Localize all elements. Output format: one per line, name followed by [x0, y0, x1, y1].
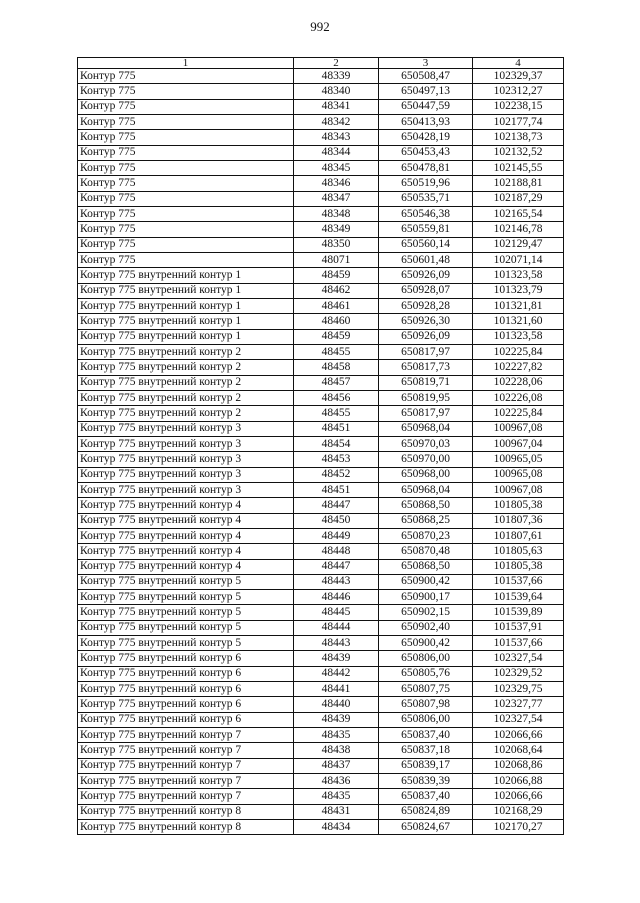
table-row [78, 804, 564, 819]
table-header-row [78, 58, 564, 69]
y-coordinate-cell: 102327,54 [473, 651, 564, 666]
point-number-cell: 48434 [294, 820, 379, 835]
point-number-cell: 48458 [294, 360, 379, 375]
x-coordinate-cell: 650824,67 [379, 820, 473, 835]
column-header: 1 [78, 58, 294, 69]
contour-name-cell: Контур 775 внутренний контур 3 [78, 421, 294, 436]
table-row [78, 237, 564, 252]
table-row [78, 390, 564, 405]
contour-name-cell: Контур 775 [78, 130, 294, 145]
table-row [78, 820, 564, 835]
x-coordinate-cell: 650453,43 [379, 145, 473, 160]
y-coordinate-cell: 101539,64 [473, 590, 564, 605]
point-number-cell: 48459 [294, 268, 379, 283]
contour-name-cell: Контур 775 внутренний контур 6 [78, 682, 294, 697]
y-coordinate-cell: 101805,38 [473, 498, 564, 513]
contour-name-cell: Контур 775 внутренний контур 3 [78, 436, 294, 451]
table-row [78, 482, 564, 497]
point-number-cell: 48445 [294, 605, 379, 620]
y-coordinate-cell: 102329,37 [473, 69, 564, 84]
y-coordinate-cell: 102066,88 [473, 774, 564, 789]
table-row [78, 176, 564, 191]
table-row [78, 69, 564, 84]
table-row [78, 682, 564, 697]
point-number-cell: 48349 [294, 222, 379, 237]
x-coordinate-cell: 650817,73 [379, 360, 473, 375]
y-coordinate-cell: 101321,60 [473, 314, 564, 329]
table-row [78, 314, 564, 329]
x-coordinate-cell: 650546,38 [379, 206, 473, 221]
x-coordinate-cell: 650928,07 [379, 283, 473, 298]
x-coordinate-cell: 650447,59 [379, 99, 473, 114]
contour-name-cell: Контур 775 [78, 84, 294, 99]
point-number-cell: 48459 [294, 329, 379, 344]
table-row [78, 421, 564, 436]
contour-name-cell: Контур 775 внутренний контур 1 [78, 314, 294, 329]
x-coordinate-cell: 650806,00 [379, 651, 473, 666]
y-coordinate-cell: 101537,91 [473, 620, 564, 635]
x-coordinate-cell: 650902,40 [379, 620, 473, 635]
point-number-cell: 48450 [294, 513, 379, 528]
contour-name-cell: Контур 775 внутренний контур 6 [78, 712, 294, 727]
column-header: 3 [379, 58, 473, 69]
contour-name-cell: Контур 775 [78, 99, 294, 114]
contour-name-cell: Контур 775 [78, 160, 294, 175]
contour-name-cell: Контур 775 внутренний контур 5 [78, 620, 294, 635]
point-number-cell: 48443 [294, 574, 379, 589]
contour-name-cell: Контур 775 внутренний контур 8 [78, 820, 294, 835]
point-number-cell: 48452 [294, 467, 379, 482]
y-coordinate-cell: 102238,15 [473, 99, 564, 114]
table-row [78, 728, 564, 743]
table-row [78, 574, 564, 589]
y-coordinate-cell: 101805,63 [473, 544, 564, 559]
x-coordinate-cell: 650837,40 [379, 728, 473, 743]
table-row [78, 544, 564, 559]
y-coordinate-cell: 102071,14 [473, 252, 564, 267]
x-coordinate-cell: 650839,17 [379, 758, 473, 773]
y-coordinate-cell: 102129,47 [473, 237, 564, 252]
table-row [78, 99, 564, 114]
contour-name-cell: Контур 775 внутренний контур 4 [78, 513, 294, 528]
point-number-cell: 48439 [294, 712, 379, 727]
y-coordinate-cell: 102225,84 [473, 344, 564, 359]
table-row [78, 406, 564, 421]
x-coordinate-cell: 650559,81 [379, 222, 473, 237]
table-row [78, 130, 564, 145]
x-coordinate-cell: 650837,18 [379, 743, 473, 758]
y-coordinate-cell: 101807,61 [473, 528, 564, 543]
contour-name-cell: Контур 775 внутренний контур 8 [78, 804, 294, 819]
x-coordinate-cell: 650497,13 [379, 84, 473, 99]
y-coordinate-cell: 102066,66 [473, 789, 564, 804]
contour-name-cell: Контур 775 [78, 252, 294, 267]
table-row [78, 452, 564, 467]
x-coordinate-cell: 650428,19 [379, 130, 473, 145]
contour-name-cell: Контур 775 внутренний контур 2 [78, 406, 294, 421]
table-row [78, 590, 564, 605]
table-row [78, 498, 564, 513]
contour-name-cell: Контур 775 внутренний контур 7 [78, 743, 294, 758]
contour-name-cell: Контур 775 внутренний контур 7 [78, 758, 294, 773]
x-coordinate-cell: 650928,28 [379, 298, 473, 313]
y-coordinate-cell: 102146,78 [473, 222, 564, 237]
contour-name-cell: Контур 775 [78, 69, 294, 84]
contour-name-cell: Контур 775 внутренний контур 5 [78, 574, 294, 589]
x-coordinate-cell: 650805,76 [379, 666, 473, 681]
table-row [78, 743, 564, 758]
point-number-cell: 48440 [294, 697, 379, 712]
contour-name-cell: Контур 775 внутренний контур 4 [78, 498, 294, 513]
point-number-cell: 48460 [294, 314, 379, 329]
x-coordinate-cell: 650868,50 [379, 559, 473, 574]
y-coordinate-cell: 100967,08 [473, 482, 564, 497]
table-row [78, 360, 564, 375]
contour-name-cell: Контур 775 внутренний контур 1 [78, 329, 294, 344]
contour-name-cell: Контур 775 внутренний контур 1 [78, 283, 294, 298]
y-coordinate-cell: 102312,27 [473, 84, 564, 99]
point-number-cell: 48437 [294, 758, 379, 773]
table-row [78, 191, 564, 206]
point-number-cell: 48431 [294, 804, 379, 819]
y-coordinate-cell: 100967,04 [473, 436, 564, 451]
table-row [78, 268, 564, 283]
y-coordinate-cell: 102145,55 [473, 160, 564, 175]
table-row [78, 222, 564, 237]
table-row [78, 283, 564, 298]
x-coordinate-cell: 650535,71 [379, 191, 473, 206]
y-coordinate-cell: 101323,58 [473, 268, 564, 283]
point-number-cell: 48345 [294, 160, 379, 175]
y-coordinate-cell: 101807,36 [473, 513, 564, 528]
contour-name-cell: Контур 775 внутренний контур 4 [78, 559, 294, 574]
x-coordinate-cell: 650926,30 [379, 314, 473, 329]
table-row [78, 528, 564, 543]
table-row [78, 467, 564, 482]
x-coordinate-cell: 650807,98 [379, 697, 473, 712]
x-coordinate-cell: 650839,39 [379, 774, 473, 789]
x-coordinate-cell: 650413,93 [379, 114, 473, 129]
x-coordinate-cell: 650870,48 [379, 544, 473, 559]
table-row [78, 436, 564, 451]
point-number-cell: 48442 [294, 666, 379, 681]
point-number-cell: 48444 [294, 620, 379, 635]
y-coordinate-cell: 102225,84 [473, 406, 564, 421]
y-coordinate-cell: 102165,54 [473, 206, 564, 221]
point-number-cell: 48447 [294, 559, 379, 574]
contour-name-cell: Контур 775 [78, 191, 294, 206]
point-number-cell: 48436 [294, 774, 379, 789]
point-number-cell: 48435 [294, 728, 379, 743]
table-row [78, 712, 564, 727]
x-coordinate-cell: 650817,97 [379, 344, 473, 359]
x-coordinate-cell: 650837,40 [379, 789, 473, 804]
x-coordinate-cell: 650926,09 [379, 268, 473, 283]
x-coordinate-cell: 650968,04 [379, 421, 473, 436]
column-header: 2 [294, 58, 379, 69]
table-row [78, 513, 564, 528]
page-number: 992 [310, 19, 330, 34]
y-coordinate-cell: 102329,52 [473, 666, 564, 681]
table-row [78, 160, 564, 175]
x-coordinate-cell: 650870,23 [379, 528, 473, 543]
x-coordinate-cell: 650902,15 [379, 605, 473, 620]
y-coordinate-cell: 101805,38 [473, 559, 564, 574]
x-coordinate-cell: 650970,03 [379, 436, 473, 451]
y-coordinate-cell: 102327,77 [473, 697, 564, 712]
contour-name-cell: Контур 775 внутренний контур 7 [78, 789, 294, 804]
contour-name-cell: Контур 775 внутренний контур 3 [78, 452, 294, 467]
contour-name-cell: Контур 775 [78, 222, 294, 237]
table-row [78, 651, 564, 666]
table-row [78, 375, 564, 390]
y-coordinate-cell: 102068,64 [473, 743, 564, 758]
x-coordinate-cell: 650868,50 [379, 498, 473, 513]
table-row [78, 774, 564, 789]
point-number-cell: 48451 [294, 421, 379, 436]
point-number-cell: 48457 [294, 375, 379, 390]
contour-name-cell: Контур 775 внутренний контур 2 [78, 360, 294, 375]
table-row [78, 666, 564, 681]
contour-name-cell: Контур 775 внутренний контур 1 [78, 298, 294, 313]
point-number-cell: 48441 [294, 682, 379, 697]
point-number-cell: 48461 [294, 298, 379, 313]
point-number-cell: 48451 [294, 482, 379, 497]
contour-name-cell: Контур 775 внутренний контур 5 [78, 636, 294, 651]
x-coordinate-cell: 650900,17 [379, 590, 473, 605]
point-number-cell: 48346 [294, 176, 379, 191]
column-header: 4 [473, 58, 564, 69]
point-number-cell: 48071 [294, 252, 379, 267]
contour-name-cell: Контур 775 [78, 114, 294, 129]
point-number-cell: 48439 [294, 651, 379, 666]
x-coordinate-cell: 650807,75 [379, 682, 473, 697]
table-row [78, 206, 564, 221]
point-number-cell: 48446 [294, 590, 379, 605]
x-coordinate-cell: 650900,42 [379, 636, 473, 651]
y-coordinate-cell: 100965,05 [473, 452, 564, 467]
y-coordinate-cell: 102187,29 [473, 191, 564, 206]
y-coordinate-cell: 101321,81 [473, 298, 564, 313]
x-coordinate-cell: 650601,48 [379, 252, 473, 267]
contour-name-cell: Контур 775 внутренний контур 4 [78, 528, 294, 543]
x-coordinate-cell: 650519,96 [379, 176, 473, 191]
y-coordinate-cell: 102138,73 [473, 130, 564, 145]
contour-name-cell: Контур 775 внутренний контур 5 [78, 590, 294, 605]
contour-name-cell: Контур 775 внутренний контур 4 [78, 544, 294, 559]
table-row [78, 114, 564, 129]
table-row [78, 344, 564, 359]
y-coordinate-cell: 101323,58 [473, 329, 564, 344]
y-coordinate-cell: 101539,89 [473, 605, 564, 620]
contour-name-cell: Контур 775 внутренний контур 5 [78, 605, 294, 620]
point-number-cell: 48435 [294, 789, 379, 804]
y-coordinate-cell: 102177,74 [473, 114, 564, 129]
x-coordinate-cell: 650819,95 [379, 390, 473, 405]
y-coordinate-cell: 102170,27 [473, 820, 564, 835]
table-body [78, 58, 564, 835]
x-coordinate-cell: 650806,00 [379, 712, 473, 727]
x-coordinate-cell: 650817,97 [379, 406, 473, 421]
point-number-cell: 48448 [294, 544, 379, 559]
y-coordinate-cell: 101537,66 [473, 574, 564, 589]
y-coordinate-cell: 101323,79 [473, 283, 564, 298]
point-number-cell: 48462 [294, 283, 379, 298]
point-number-cell: 48340 [294, 84, 379, 99]
coordinates-table [77, 57, 564, 835]
table-row [78, 758, 564, 773]
point-number-cell: 48341 [294, 99, 379, 114]
table-row [78, 559, 564, 574]
point-number-cell: 48449 [294, 528, 379, 543]
x-coordinate-cell: 650560,14 [379, 237, 473, 252]
contour-name-cell: Контур 775 внутренний контур 3 [78, 482, 294, 497]
y-coordinate-cell: 101537,66 [473, 636, 564, 651]
x-coordinate-cell: 650508,47 [379, 69, 473, 84]
point-number-cell: 48443 [294, 636, 379, 651]
contour-name-cell: Контур 775 внутренний контур 6 [78, 666, 294, 681]
table-row [78, 789, 564, 804]
point-number-cell: 48348 [294, 206, 379, 221]
y-coordinate-cell: 102132,52 [473, 145, 564, 160]
point-number-cell: 48454 [294, 436, 379, 451]
contour-name-cell: Контур 775 внутренний контур 7 [78, 728, 294, 743]
x-coordinate-cell: 650478,81 [379, 160, 473, 175]
table-row [78, 697, 564, 712]
x-coordinate-cell: 650968,00 [379, 467, 473, 482]
contour-name-cell: Контур 775 [78, 206, 294, 221]
y-coordinate-cell: 102188,81 [473, 176, 564, 191]
x-coordinate-cell: 650819,71 [379, 375, 473, 390]
contour-name-cell: Контур 775 [78, 145, 294, 160]
y-coordinate-cell: 102226,08 [473, 390, 564, 405]
y-coordinate-cell: 102168,29 [473, 804, 564, 819]
contour-name-cell: Контур 775 [78, 176, 294, 191]
table-row [78, 298, 564, 313]
point-number-cell: 48438 [294, 743, 379, 758]
y-coordinate-cell: 102329,75 [473, 682, 564, 697]
point-number-cell: 48447 [294, 498, 379, 513]
y-coordinate-cell: 102327,54 [473, 712, 564, 727]
contour-name-cell: Контур 775 внутренний контур 7 [78, 774, 294, 789]
table-row [78, 620, 564, 635]
point-number-cell: 48342 [294, 114, 379, 129]
point-number-cell: 48344 [294, 145, 379, 160]
y-coordinate-cell: 100965,08 [473, 467, 564, 482]
point-number-cell: 48456 [294, 390, 379, 405]
x-coordinate-cell: 650824,89 [379, 804, 473, 819]
point-number-cell: 48350 [294, 237, 379, 252]
contour-name-cell: Контур 775 внутренний контур 2 [78, 390, 294, 405]
y-coordinate-cell: 102066,66 [473, 728, 564, 743]
contour-name-cell: Контур 775 внутренний контур 6 [78, 651, 294, 666]
point-number-cell: 48347 [294, 191, 379, 206]
y-coordinate-cell: 100967,08 [473, 421, 564, 436]
x-coordinate-cell: 650926,09 [379, 329, 473, 344]
table-row [78, 636, 564, 651]
point-number-cell: 48453 [294, 452, 379, 467]
point-number-cell: 48343 [294, 130, 379, 145]
y-coordinate-cell: 102227,82 [473, 360, 564, 375]
point-number-cell: 48455 [294, 406, 379, 421]
contour-name-cell: Контур 775 внутренний контур 3 [78, 467, 294, 482]
y-coordinate-cell: 102228,06 [473, 375, 564, 390]
x-coordinate-cell: 650868,25 [379, 513, 473, 528]
contour-name-cell: Контур 775 внутренний контур 2 [78, 375, 294, 390]
table-row [78, 605, 564, 620]
point-number-cell: 48339 [294, 69, 379, 84]
x-coordinate-cell: 650900,42 [379, 574, 473, 589]
point-number-cell: 48455 [294, 344, 379, 359]
contour-name-cell: Контур 775 [78, 237, 294, 252]
table-row [78, 252, 564, 267]
y-coordinate-cell: 102068,86 [473, 758, 564, 773]
contour-name-cell: Контур 775 внутренний контур 2 [78, 344, 294, 359]
x-coordinate-cell: 650968,04 [379, 482, 473, 497]
contour-name-cell: Контур 775 внутренний контур 1 [78, 268, 294, 283]
contour-name-cell: Контур 775 внутренний контур 6 [78, 697, 294, 712]
x-coordinate-cell: 650970,00 [379, 452, 473, 467]
table-row [78, 145, 564, 160]
table-row [78, 329, 564, 344]
table-row [78, 84, 564, 99]
